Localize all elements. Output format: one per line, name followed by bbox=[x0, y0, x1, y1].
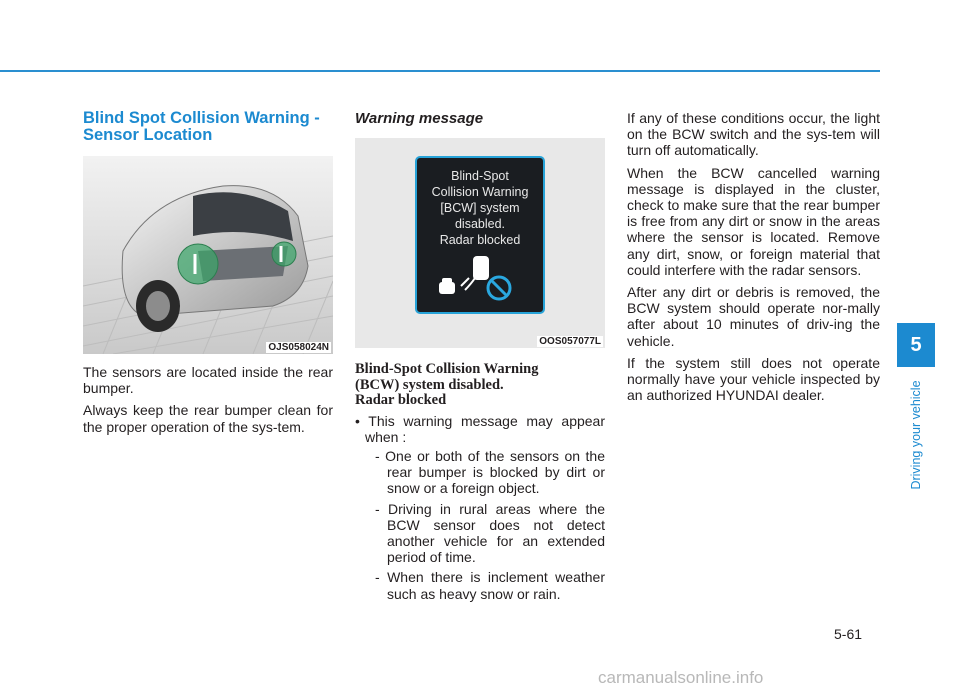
chapter-label: Driving your vehicle bbox=[909, 380, 923, 490]
message-title-line: Blind-Spot Collision Warning bbox=[355, 361, 539, 377]
right-column bbox=[627, 110, 880, 409]
page-number: 5-61 bbox=[834, 626, 863, 642]
sensor-location-column bbox=[83, 110, 333, 441]
warning-message-column bbox=[355, 110, 605, 606]
header-rule bbox=[0, 70, 880, 72]
body-paragraph: If the system still does not operate normally have your vehicle inspected by an authorized HYUNDAI dealer. bbox=[627, 354, 880, 404]
figure-code: OJS058024N bbox=[268, 342, 329, 353]
condition-list bbox=[355, 413, 605, 602]
body-paragraph: If any of these conditions occur, the light on the BCW switch and the sys-tem will turn off automatically. bbox=[627, 110, 880, 159]
watermark: carmanualsonline.info bbox=[598, 668, 764, 687]
car-rear-icon bbox=[83, 156, 333, 354]
figure-code: OOS057077L bbox=[539, 336, 601, 347]
cluster-text-line: Blind-Spot bbox=[451, 169, 509, 183]
message-title-line: Radar blocked bbox=[355, 392, 447, 408]
condition-item: - One or both of the sensors on the rear bumper is blocked by dirt or snow or a foreign object. bbox=[375, 447, 605, 497]
cluster-text-line: Radar blocked bbox=[439, 233, 521, 247]
car-rear-illustration bbox=[83, 156, 333, 354]
bullet-text: This warning message may appear when : bbox=[365, 412, 605, 445]
body-paragraph: The sensors are located inside the rear bumper. bbox=[83, 364, 333, 397]
bullet-item: • This warning message may appear when : - One or both of the sensors on the rear bumper is blocked by dirt or snow or a foreign object. - Driving in rural areas where the BCW sensor does not detect another vehicle for an extended period of time. - When there is inclement weather such as heavy snow or rain. bbox=[355, 412, 605, 602]
cluster-text-line: [BCW] system bbox=[440, 201, 520, 215]
warning-subheading: Warning message bbox=[355, 110, 484, 127]
condition-item: - When there is inclement weather such as heavy snow or rain. bbox=[375, 569, 605, 602]
chapter-tab: 5 bbox=[897, 323, 935, 367]
body-paragraph: Always keep the rear bumper clean for the proper operation of the sys-tem. bbox=[83, 402, 333, 435]
body-paragraph: When the BCW cancelled warning message is displayed in the cluster, check to make sure that the rear bumper is free from any dirt or snow in the areas where the sensor is located. Remove any dirt, snow, or foreign material that could interfere with the radar sensors. bbox=[627, 164, 880, 278]
section-heading: Blind Spot Collision Warning - Sensor Location bbox=[83, 109, 320, 144]
body-paragraph: After any dirt or debris is removed, the BCW system should operate nor-mally after about 10 minutes of driv-ing the vehicle. bbox=[627, 284, 880, 349]
cluster-text-line: Collision Warning bbox=[431, 185, 529, 199]
message-title-line: (BCW) system disabled. bbox=[355, 376, 504, 393]
cluster-warning-illustration bbox=[355, 138, 605, 348]
cluster-text-line: disabled. bbox=[454, 217, 506, 231]
condition-item: - Driving in rural areas where the BCW sensor does not detect another vehicle for an extended period of time. bbox=[375, 500, 605, 566]
cluster-display bbox=[415, 156, 545, 314]
radar-blocked-icon bbox=[435, 252, 525, 308]
message-title bbox=[355, 362, 605, 409]
